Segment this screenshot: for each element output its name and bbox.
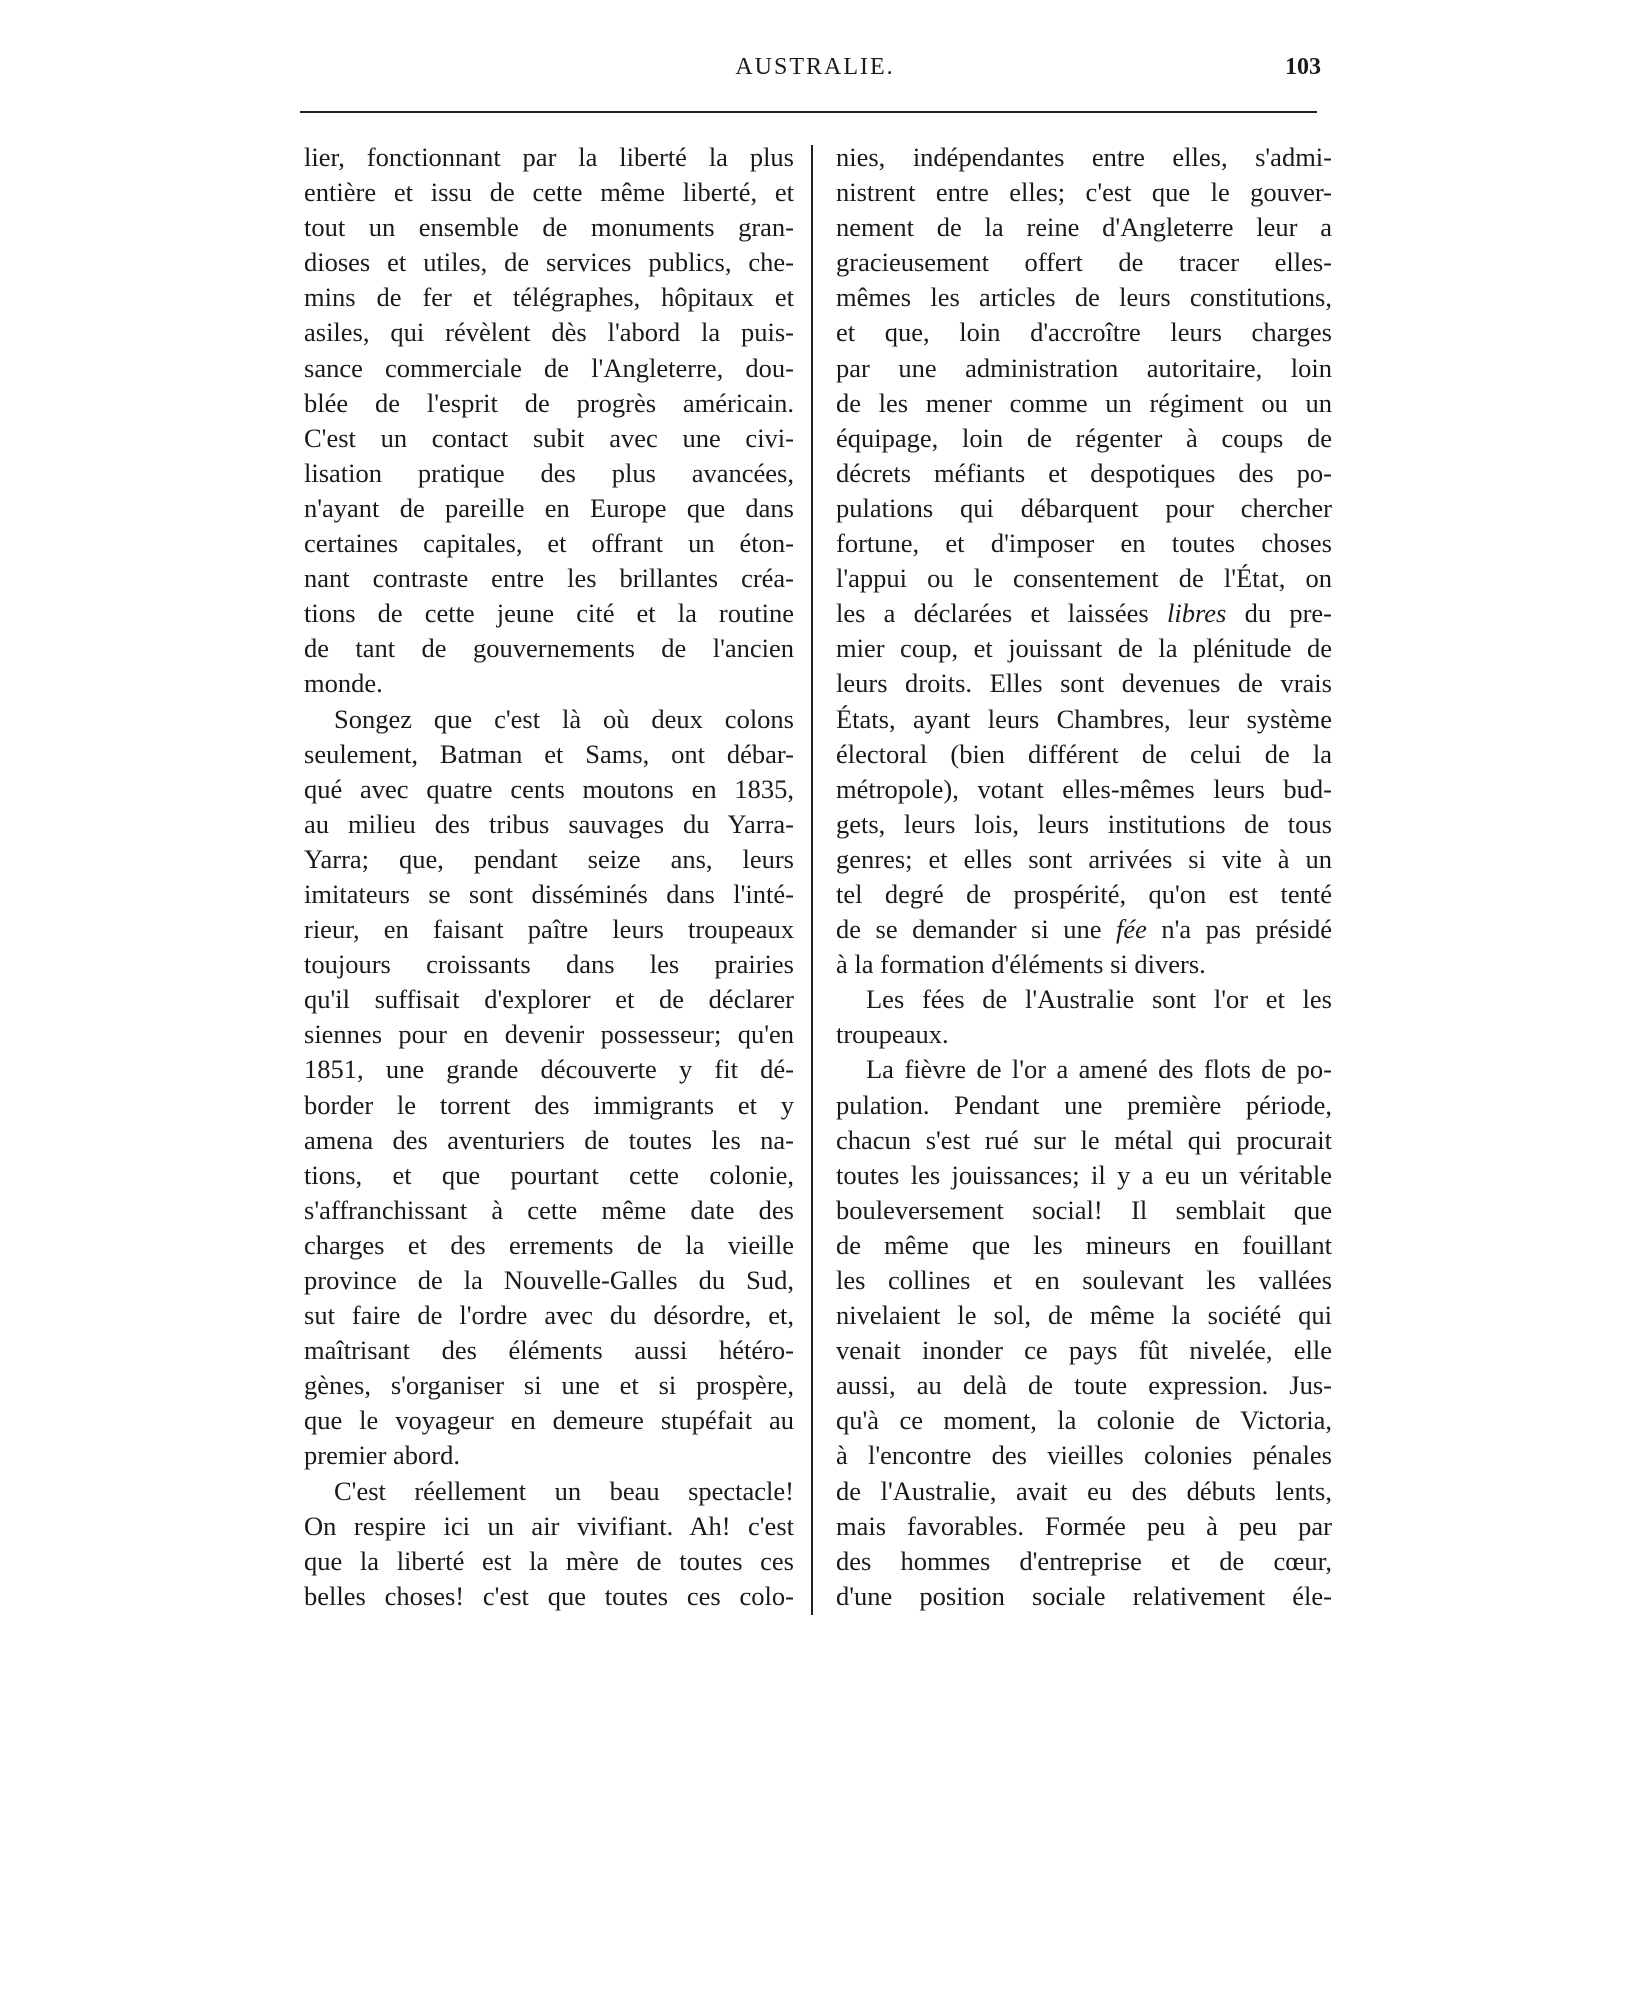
text-line: de l'Australie, avait eu des débuts lents, bbox=[836, 1475, 1332, 1506]
text-line: qué avec quatre cents moutons en 1835, bbox=[304, 773, 794, 804]
text-run: du pre- bbox=[1226, 598, 1332, 629]
text-line: blée de l'esprit de progrès américain. bbox=[304, 387, 794, 418]
text-line: que la liberté est la mère de toutes ces bbox=[304, 1545, 794, 1576]
text-line: siennes pour en devenir possesseur; qu'en bbox=[304, 1019, 794, 1050]
text-line: premier abord. bbox=[304, 1440, 460, 1471]
italic-emphasis: libres bbox=[1166, 598, 1227, 629]
text-line: n'ayant de pareille en Europe que dans bbox=[304, 492, 794, 523]
running-head-title: AUSTRALIE. bbox=[735, 54, 895, 80]
text-line: gracieusement offert de tracer elles- bbox=[836, 247, 1332, 278]
text-line: toujours croissants dans les prairies bbox=[304, 949, 794, 980]
text-line: de les mener comme un régiment ou un bbox=[836, 387, 1332, 418]
text-line: monde. bbox=[304, 668, 383, 699]
text-line: tions, et que pourtant cette colonie, bbox=[304, 1159, 794, 1190]
text-line: sance commerciale de l'Angleterre, dou- bbox=[304, 352, 794, 383]
text-line: amena des aventuriers de toutes les na- bbox=[304, 1124, 794, 1155]
text-line: tel degré de prospérité, qu'on est tenté bbox=[836, 878, 1332, 909]
text-line: mier coup, et jouissant de la plénitude de bbox=[836, 633, 1332, 664]
text-line: tout un ensemble de monuments gran- bbox=[304, 212, 794, 243]
text-line: certaines capitales, et offrant un éton- bbox=[304, 528, 794, 559]
text-line: nant contraste entre les brillantes créa- bbox=[304, 563, 794, 594]
text-line: genres; et elles sont arrivées si vite à un bbox=[836, 843, 1332, 874]
text-line: l'appui ou le consentement de l'État, on bbox=[836, 563, 1332, 594]
text-line: pulation. Pendant une première période, bbox=[836, 1089, 1332, 1120]
text-line: seulement, Batman et Sams, ont débar- bbox=[304, 738, 794, 769]
text-line: décrets méfiants et despotiques des po- bbox=[836, 457, 1332, 488]
text-line bbox=[836, 912, 1332, 947]
text-line: 1851, une grande découverte y fit dé- bbox=[304, 1054, 794, 1085]
text-line: sut faire de l'ordre avec du désordre, et, bbox=[304, 1300, 794, 1331]
text-line: mins de fer et télégraphes, hôpitaux et bbox=[304, 282, 794, 313]
text-line: aussi, au delà de toute expression. Jus- bbox=[836, 1370, 1332, 1401]
text-line: fortune, et d'imposer en toutes choses bbox=[836, 528, 1332, 559]
text-line: Songez que c'est là où deux colons bbox=[334, 703, 794, 734]
text-line: qu'à ce moment, la colonie de Victoria, bbox=[836, 1405, 1332, 1436]
text-run: de se demander si une bbox=[836, 914, 1116, 945]
text-line: belles choses! c'est que toutes ces colo- bbox=[304, 1580, 794, 1611]
text-line: nistrent entre elles; c'est que le gouver- bbox=[836, 177, 1332, 208]
text-line: équipage, loin de régenter à coups de bbox=[836, 422, 1332, 453]
text-line: imitateurs se sont disséminés dans l'inté- bbox=[304, 878, 794, 909]
text-line: rieur, en faisant paître leurs troupeaux bbox=[304, 914, 794, 945]
text-line: mêmes les articles de leurs constitutions, bbox=[836, 282, 1332, 313]
text-line: États, ayant leurs Chambres, leur système bbox=[836, 703, 1332, 734]
text-line: C'est un contact subit avec une civi- bbox=[304, 422, 794, 453]
text-line: tions de cette jeune cité et la routine bbox=[304, 598, 794, 629]
header-rule bbox=[300, 111, 1317, 113]
running-head bbox=[300, 50, 1320, 90]
text-line: gènes, s'organiser si une et si prospère, bbox=[304, 1370, 794, 1401]
text-line: des hommes d'entreprise et de cœur, bbox=[836, 1545, 1332, 1576]
text-line: leurs droits. Elles sont devenues de vrais bbox=[836, 668, 1332, 699]
text-line: électoral (bien différent de celui de la bbox=[836, 738, 1332, 769]
text-line: Les fées de l'Australie sont l'or et les bbox=[866, 984, 1332, 1015]
text-line: métropole), votant elles-mêmes leurs bud- bbox=[836, 773, 1332, 804]
text-line: entière et issu de cette même liberté, et bbox=[304, 177, 794, 208]
text-line: La fièvre de l'or a amené des flots de po- bbox=[866, 1054, 1332, 1085]
text-line: au milieu des tribus sauvages du Yarra- bbox=[304, 808, 794, 839]
text-line: que le voyageur en demeure stupéfait au bbox=[304, 1405, 794, 1436]
text-line: lier, fonctionnant par la liberté la plus bbox=[304, 142, 794, 172]
text-line: par une administration autoritaire, loin bbox=[836, 352, 1332, 383]
text-line: s'affranchissant à cette même date des bbox=[304, 1194, 794, 1225]
text-line: border le torrent des immigrants et y bbox=[304, 1089, 794, 1120]
text-line: nivelaient le sol, de même la société qui bbox=[836, 1300, 1332, 1331]
text-line: qu'il suffisait d'explorer et de déclarer bbox=[304, 984, 794, 1015]
text-line: province de la Nouvelle-Galles du Sud, bbox=[304, 1265, 794, 1295]
text-line: venait inonder ce pays fût nivelée, elle bbox=[836, 1335, 1332, 1366]
text-line: à l'encontre des vieilles colonies pénales bbox=[836, 1440, 1332, 1471]
text-line: nies, indépendantes entre elles, s'admi- bbox=[836, 142, 1332, 172]
italic-emphasis: fée bbox=[1115, 914, 1147, 945]
text-line: C'est réellement un beau spectacle! bbox=[334, 1475, 794, 1506]
text-run: n'a pas présidé bbox=[1146, 914, 1332, 945]
column-divider bbox=[811, 145, 813, 1615]
text-run: les a déclarées et laissées bbox=[836, 598, 1167, 629]
page-number: 103 bbox=[1285, 54, 1321, 80]
text-line: troupeaux. bbox=[836, 1019, 949, 1050]
text-line: nement de la reine d'Angleterre leur a bbox=[836, 212, 1332, 243]
text-line: charges et des errements de la vieille bbox=[304, 1229, 794, 1260]
text-line: de même que les mineurs en fouillant bbox=[836, 1229, 1332, 1260]
text-line: On respire ici un air vivifiant. Ah! c'est bbox=[304, 1510, 794, 1541]
text-line bbox=[836, 596, 1332, 631]
text-line: pulations qui débarquent pour chercher bbox=[836, 492, 1332, 523]
text-line: gets, leurs lois, leurs institutions de tous bbox=[836, 808, 1332, 839]
text-line: à la formation d'éléments si divers. bbox=[836, 949, 1206, 980]
text-line: bouleversement social! Il semblait que bbox=[836, 1194, 1332, 1225]
text-line: d'une position sociale relativement éle- bbox=[836, 1580, 1332, 1611]
left-text-column bbox=[304, 140, 794, 1614]
text-line: maîtrisant des éléments aussi hétéro- bbox=[304, 1335, 794, 1366]
text-line: asiles, qui révèlent dès l'abord la puis- bbox=[304, 317, 794, 348]
text-line: chacun s'est rué sur le métal qui procurait bbox=[836, 1124, 1332, 1155]
text-line: toutes les jouissances; il y a eu un véritable bbox=[836, 1159, 1332, 1190]
right-text-column bbox=[836, 140, 1332, 1614]
text-line: les collines et en soulevant les vallées bbox=[836, 1265, 1332, 1295]
text-line: de tant de gouvernements de l'ancien bbox=[304, 633, 794, 664]
text-line: Yarra; que, pendant seize ans, leurs bbox=[304, 843, 794, 874]
text-line: dioses et utiles, de services publics, che- bbox=[304, 247, 794, 278]
text-line: lisation pratique des plus avancées, bbox=[304, 457, 794, 488]
text-line: mais favorables. Formée peu à peu par bbox=[836, 1510, 1332, 1541]
text-line: et que, loin d'accroître leurs charges bbox=[836, 317, 1332, 348]
